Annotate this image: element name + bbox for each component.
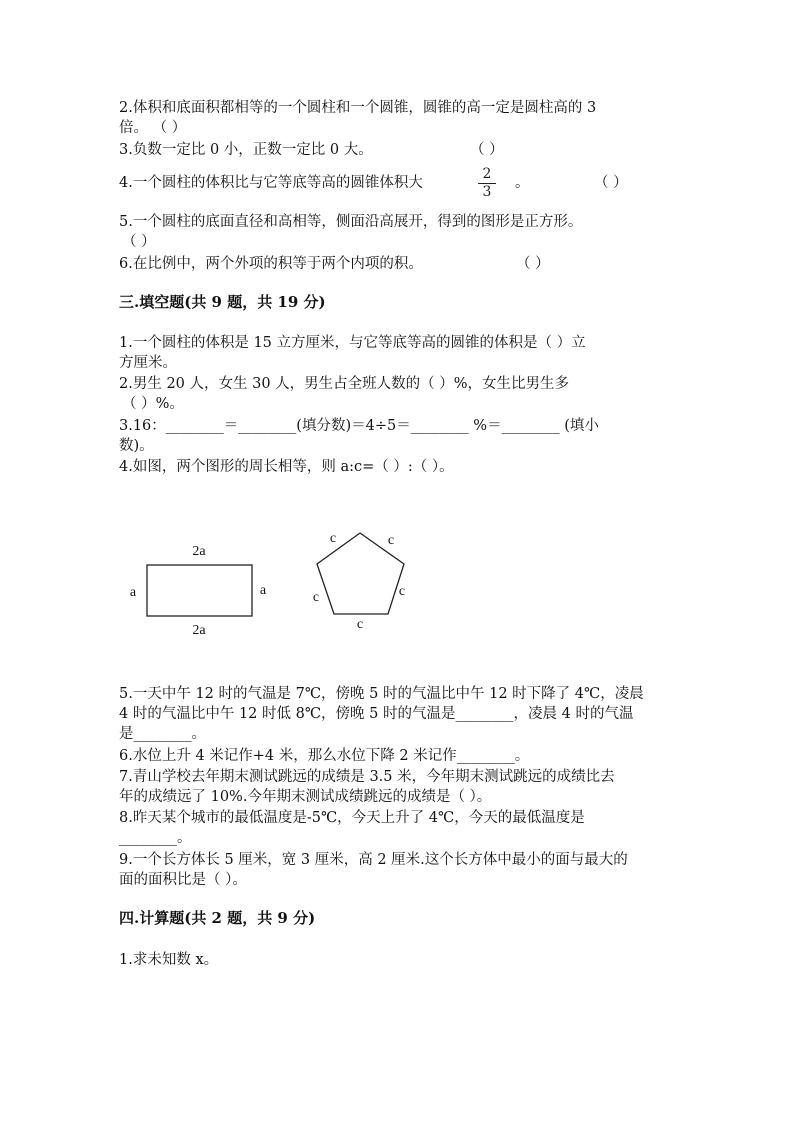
fill-q1-line2: 方厘米。: [119, 355, 177, 371]
rect-right-label: a: [259, 583, 267, 598]
judge-q6: 6.在比例中，两个外项的积等于两个内项的积。: [119, 256, 423, 272]
fill-q3-line1: 3.16：________＝________(填分数)＝4÷5＝________ %＝________ (填小: [119, 418, 599, 434]
fill-q2-line2: （ ）%。: [122, 396, 184, 412]
perimeter-figure: [115, 520, 435, 645]
pentagon-label-top-right: c: [387, 533, 395, 548]
fill-q8-line2: ________。: [119, 830, 192, 846]
judge-q2-line1: 2.体积和底面积都相等的一个圆柱和一个圆锥，圆锥的高一定是圆柱高的 3: [119, 100, 597, 116]
fill-q5-line3: 是________。: [119, 726, 206, 742]
judge-q4-end: 。: [515, 175, 530, 191]
rectangle-shape: [147, 565, 252, 616]
fraction-two-thirds: [478, 167, 496, 200]
rect-bottom-label: 2a: [192, 623, 206, 638]
fill-q6: 6.水位上升 4 米记作+4 米，那么水位下降 2 米记作________。: [119, 748, 530, 764]
section3-heading: 三.填空题(共 9 题，共 19 分): [119, 293, 326, 311]
fraction-numerator: 2: [482, 166, 492, 182]
fill-q4: 4.如图，两个图形的周长相等，则 a:c=（ ）:（ ）。: [119, 459, 454, 475]
pentagon-label-top-left: c: [329, 531, 337, 546]
judge-q6-bracket: （ ）: [516, 256, 550, 272]
fill-q7-line1: 7.青山学校去年期末测试跳远的成绩是 3.5 米，今年期末测试跳远的成绩比去: [119, 769, 615, 785]
judge-q4-text: 4.一个圆柱的体积比与它等底等高的圆锥体积大: [119, 175, 423, 191]
fill-q2-line1: 2.男生 20 人，女生 30 人，男生占全班人数的（ ）%，女生比男生多: [119, 376, 570, 392]
fill-q5-line1: 5.一天中午 12 时的气温是 7℃，傍晚 5 时的气温比中午 12 时下降了 4℃，凌晨: [119, 686, 644, 702]
calc-q1: 1.求未知数 x。: [119, 952, 219, 968]
fill-q9-line1: 9.一个长方体长 5 厘米，宽 3 厘米，高 2 厘米.这个长方体中最小的面与最大的: [119, 852, 628, 868]
judge-q4-bracket: （ ）: [594, 175, 628, 191]
pentagon-label-bottom: c: [356, 617, 364, 632]
fill-q5-line2: 4 时的气温比中午 12 时低 8℃，傍晚 5 时的气温是________，凌晨 4 时的气温: [119, 706, 634, 722]
judge-q5-line2: （ ）: [122, 234, 156, 250]
judge-q5-line1: 5.一个圆柱的底面直径和高相等，侧面沿高展开，得到的图形是正方形。: [119, 214, 583, 230]
rect-top-label: 2a: [192, 544, 206, 559]
judge-q2-line2: 倍。 （ ）: [119, 120, 187, 136]
pentagon-label-right: c: [398, 584, 406, 599]
fill-q1-line1: 1.一个圆柱的体积是 15 立方厘米，与它等底等高的圆锥的体积是（ ）立: [119, 335, 586, 351]
pentagon-label-left: c: [312, 590, 320, 605]
judge-q3: 3.负数一定比 0 小，正数一定比 0 大。: [119, 142, 373, 158]
fill-q7-line2: 年的成绩远了 10%.今年期末测试成绩跳远的成绩是（ ）。: [119, 789, 492, 805]
rect-left-label: a: [129, 585, 137, 600]
fill-q8-line1: 8.昨天某个城市的最低温度是-5℃，今天上升了 4℃，今天的最低温度是: [119, 810, 585, 826]
fill-q9-line2: 面的面积比是（ ）。: [119, 872, 247, 888]
fraction-denominator: 3: [482, 184, 492, 200]
judge-q3-bracket: （ ）: [470, 142, 504, 158]
section4-heading: 四.计算题(共 2 题，共 9 分): [119, 909, 316, 927]
fill-q3-line2: 数)。: [119, 438, 154, 454]
